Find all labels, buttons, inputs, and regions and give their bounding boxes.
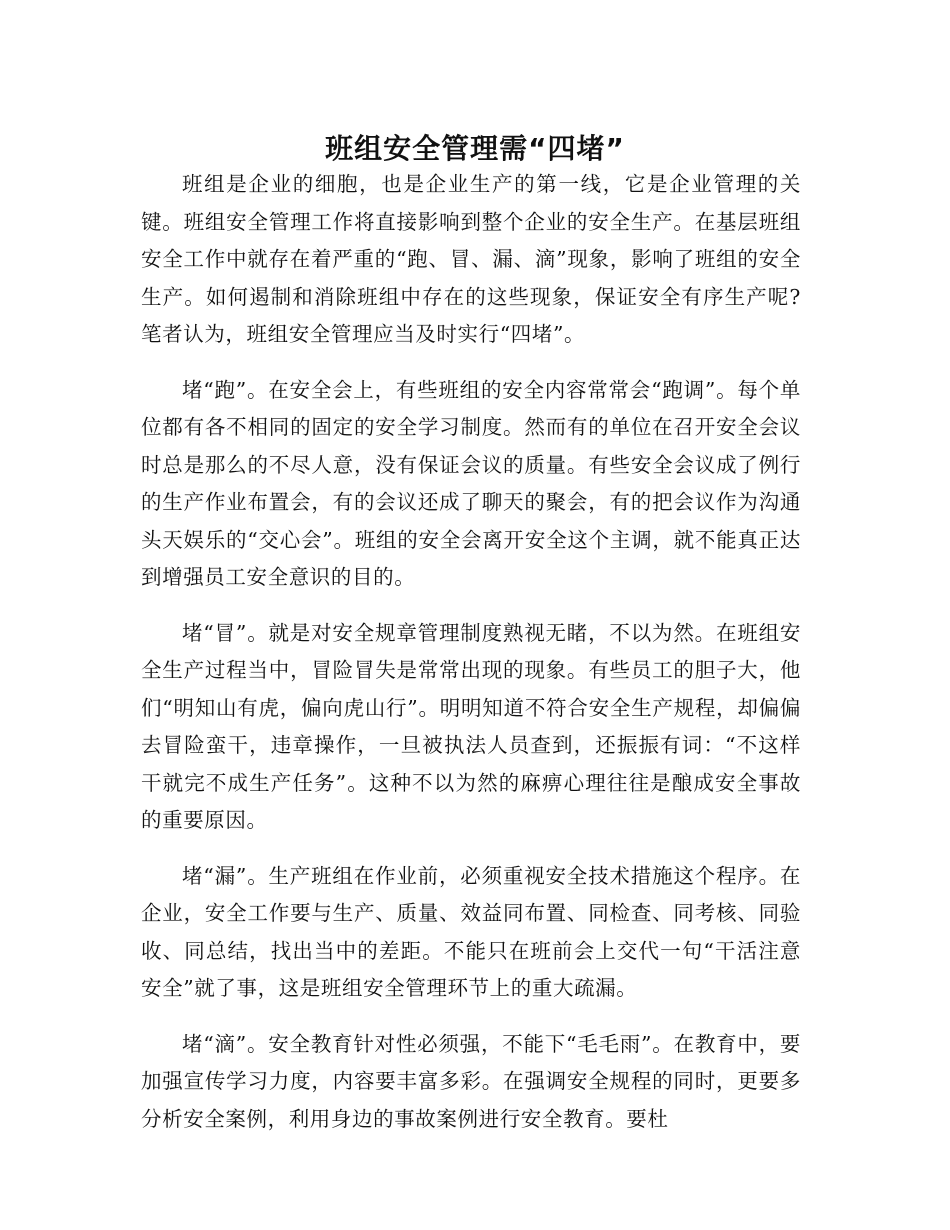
paragraph-intro: 班组是企业的细胞，也是企业生产的第一线，它是企业管理的关键。班组安全管理工作将直接影响到整个企业的安全生产。在基层班组安全工作中就存在着严重的“跑、冒、漏、滴”现象，影响了班组的安全生产。如何遏制和消除班组中存在的这些现象，保证安全有序生产呢?笔者认为，班组安全管理应当及时实行“四堵”。 xyxy=(141,172,801,346)
paragraph-block-di: 堵“滴”。安全教育针对性必须强，不能下“毛毛雨”。在教育中，要加强宣传学习力度，内容要丰富多彩。在强调安全规程的同时，更要多分析安全案例，利用身边的事故案例进行安全教育。要杜 xyxy=(141,1031,801,1131)
document-title: 班组安全管理需“四堵” xyxy=(325,131,625,165)
paragraph-block-mao: 堵“冒”。就是对安全规章管理制度熟视无睹，不以为然。在班组安全生产过程当中，冒险冒失是常常出现的现象。有些员工的胆子大，他们“明知山有虎，偏向虎山行”。明明知道不符合安全生产规程，却偏偏去冒险蛮干，违章操作，一旦被执法人员查到，还振振有词：“不这样干就完不成生产任务”。这种不以为然的麻痹心理往往是酿成安全事故的重要原因。 xyxy=(141,620,801,832)
document-body xyxy=(141,166,801,1156)
paragraph-block-lou: 堵“漏”。生产班组在作业前，必须重视安全技术措施这个程序。在企业，安全工作要与生产、质量、效益同布置、同检查、同考核、同验收、同总结，找出当中的差距。不能只在班前会上交代一句“干活注意安全”就了事，这是班组安全管理环节上的重大疏漏。 xyxy=(141,863,801,1000)
paragraph-block-pao: 堵“跑”。在安全会上，有些班组的安全内容常常会“跑调”。每个单位都有各不相同的固定的安全学习制度。然而有的单位在召开安全会议时总是那么的不尽人意，没有保证会议的质量。有些安全会议成了例行的生产作业布置会，有的会议还成了聊天的聚会，有的把会议作为沟通头天娱乐的“交心会”。班组的安全会离开安全这个主调，就不能真正达到增强员工安全意识的目的。 xyxy=(141,377,801,589)
